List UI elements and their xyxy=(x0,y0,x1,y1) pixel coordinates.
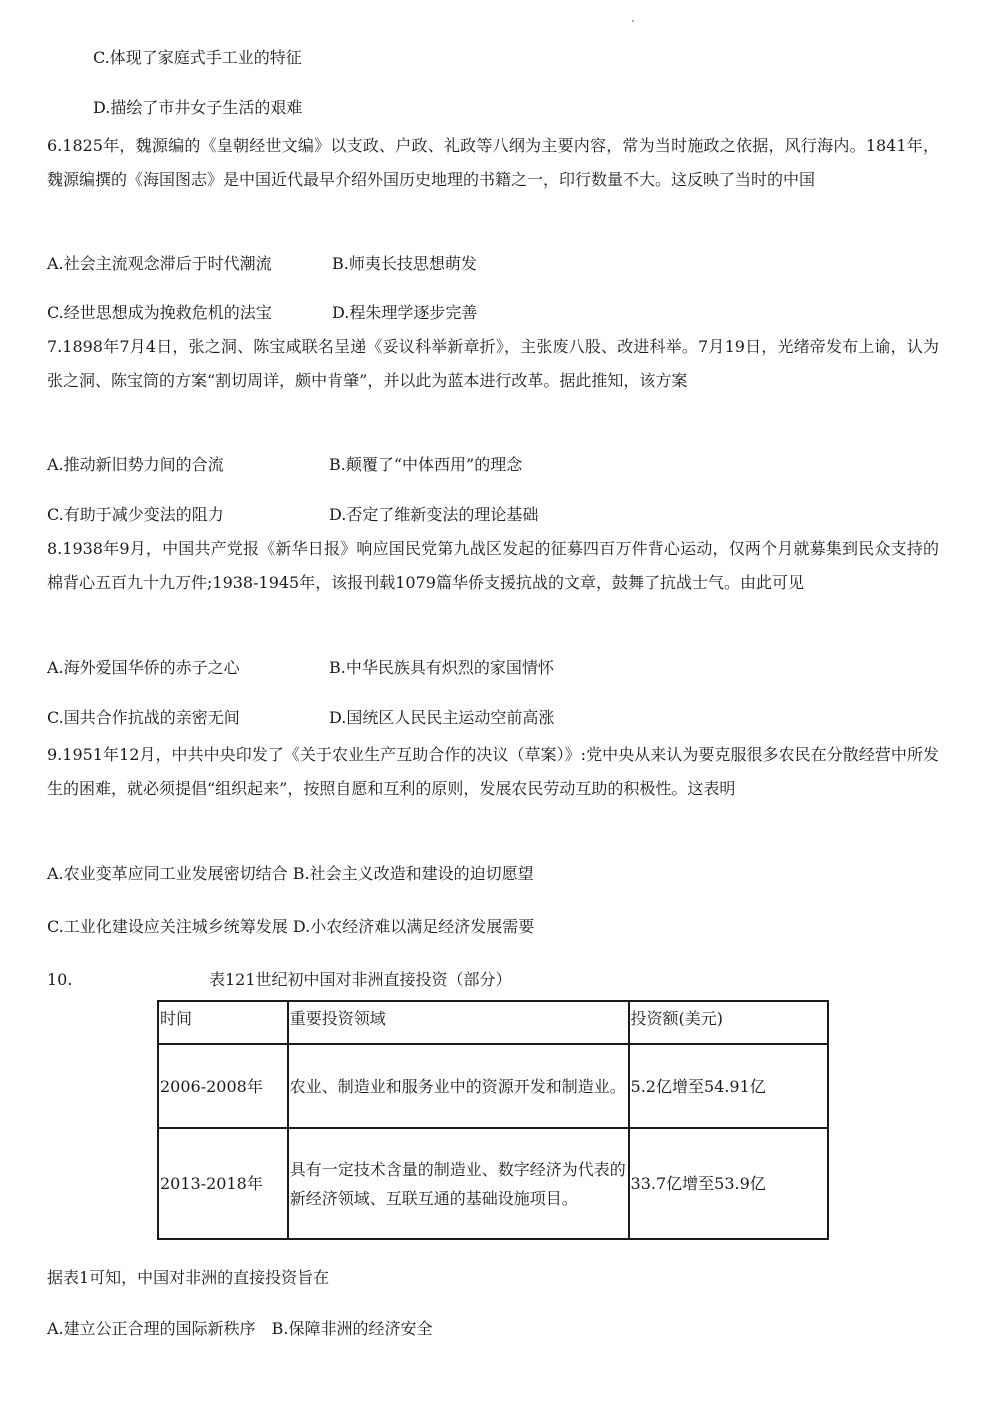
q8-option-d: D.国统区人民民主运动空前高涨 xyxy=(329,708,555,727)
table-cell-field: 具有一定技术含量的制造业、数字经济为代表的新经济领域、互联互通的基础设施项目。 xyxy=(288,1128,629,1239)
q5-option-c: C.体现了家庭式手工业的特征 xyxy=(93,48,302,67)
q7-options-cd xyxy=(47,504,538,526)
q7-option-a: A.推动新旧势力间的合流 xyxy=(47,455,224,474)
investment-table xyxy=(157,1000,829,1240)
q6-options-cd xyxy=(47,302,477,324)
q9-stem: 9.1951年12月，中共中央印发了《关于农业生产互助合作的决议（草案）》:党中央从来认为要克服很多农民在分散经营中所发生的困难，就必须提倡“组织起来”，按照自愿和互利的原则，发展农民劳动互助的积极性。这表明 xyxy=(47,745,939,798)
q5-option-d: D.描绘了市井女子生活的艰难 xyxy=(93,98,303,117)
table-cell-amount: 33.7亿增至53.9亿 xyxy=(629,1128,828,1239)
table-header-amount: 投资额(美元) xyxy=(629,1001,828,1044)
table-row xyxy=(158,1044,828,1128)
q8-option-c: C.国共合作抗战的亲密无间 xyxy=(47,708,240,727)
q6-option-b: B.师夷长技思想萌发 xyxy=(332,254,477,273)
q7-option-b: B.颠覆了“中体西用”的理念 xyxy=(329,455,523,474)
q8-options-ab xyxy=(47,657,554,679)
table-row xyxy=(158,1128,828,1239)
table-cell-time: 2013-2018年 xyxy=(158,1128,288,1239)
table-cell-time: 2006-2008年 xyxy=(158,1044,288,1128)
table-header-time: 时间 xyxy=(158,1001,288,1044)
q9-options-cd: C.工业化建设应关注城乡统筹发展 D.小农经济难以满足经济发展需要 xyxy=(47,917,535,936)
q10-number: 10. xyxy=(47,970,73,989)
q7-option-c: C.有助于减少变法的阻力 xyxy=(47,505,224,524)
q8-options-cd xyxy=(47,707,554,729)
table-header-field: 重要投资领域 xyxy=(288,1001,629,1044)
q8-option-a: A.海外爱国华侨的赤子之心 xyxy=(47,658,240,677)
q6-option-c: C.经世思想成为挽救危机的法宝 xyxy=(47,303,272,322)
table-caption: 表121世纪初中国对非洲直接投资（部分） xyxy=(209,970,512,989)
q6-option-d: D.程朱理学逐步完善 xyxy=(332,303,478,322)
q6-options-ab xyxy=(47,253,477,275)
q8-option-b: B.中华民族具有炽烈的家国情怀 xyxy=(329,658,554,677)
table-header-row xyxy=(158,1001,828,1044)
q10-stem: 据表1可知，中国对非洲的直接投资旨在 xyxy=(47,1268,330,1287)
q6-option-a: A.社会主流观念滞后于时代潮流 xyxy=(47,254,272,273)
q7-option-d: D.否定了维新变法的理论基础 xyxy=(329,505,539,524)
table-cell-field: 农业、制造业和服务业中的资源开发和制造业。 xyxy=(288,1044,629,1128)
q6-stem: 6.1825年，魏源编的《皇朝经世文编》以支政、户政、礼政等八纲为主要内容，常为当时施政之依据，风行海内。1841年，魏源编撰的《海国图志》是中国近代最早介绍外国历史地理的书籍之一，印行数量不大。这反映了当时的中国 xyxy=(47,136,939,189)
table-cell-amount: 5.2亿增至54.91亿 xyxy=(629,1044,828,1128)
q7-options-ab xyxy=(47,454,522,476)
q7-stem: 7.1898年7月4日，张之洞、陈宝咸联名呈递《妥议科举新章折》，主张废八股、改进科举。7月19日，光绪帝发布上谕，认为张之洞、陈宝筒的方案“割切周详，颇中肯肇”，并以此为蓝本进行改革。据此推知，该方案 xyxy=(47,337,939,390)
q8-stem: 8.1938年9月，中国共产党报《新华日报》响应国民党第九战区发起的征募四百万件背心运动，仅两个月就募集到民众支持的棉背心五百九十九万件;1938-1945年，该报刊载1079篇华侨支援抗战的文章，鼓舞了抗战士气。由此可见 xyxy=(47,539,939,592)
q10-options-ab: A.建立公正合理的国际新秩序 B.保障非洲的经济安全 xyxy=(47,1319,433,1338)
q9-options-ab: A.农业变革应同工业发展密切结合 B.社会主义改造和建设的迫切愿望 xyxy=(47,864,534,883)
scan-speck xyxy=(632,20,634,22)
